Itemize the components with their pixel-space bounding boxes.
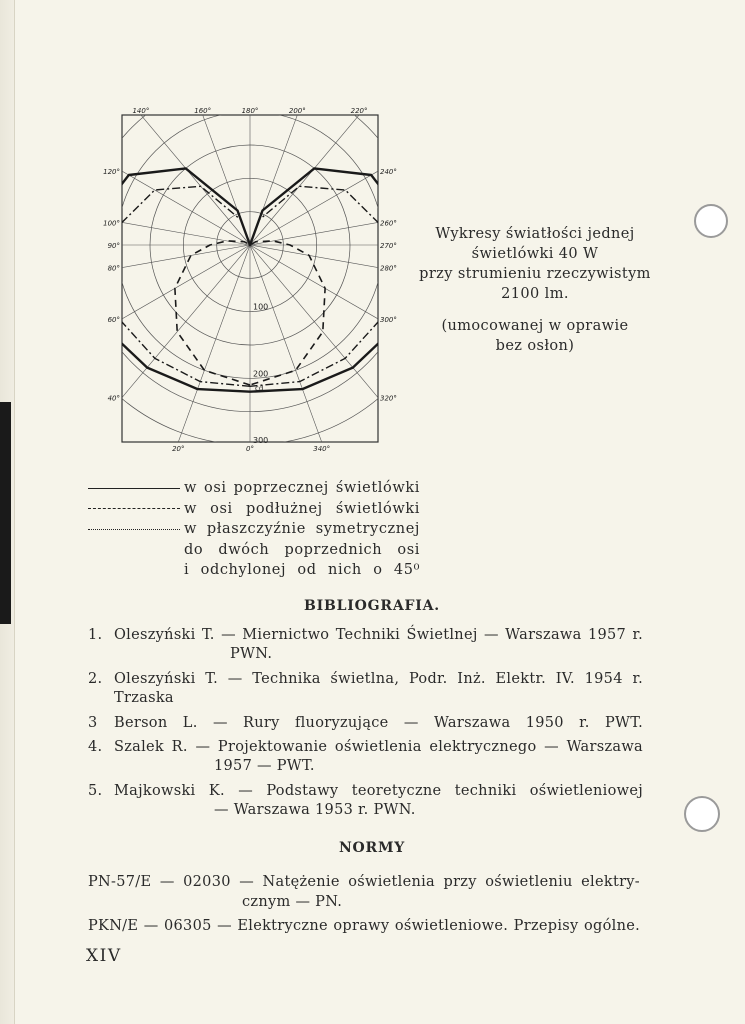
legend-label: w osi poprzecznej świetlówki — [184, 480, 420, 496]
angle-label: 20° — [172, 445, 185, 453]
item-text: Szalek R. — Projektowanie oświetlenia elektrycznego — Warszawa — [114, 739, 643, 755]
angle-label: 340° — [313, 445, 331, 453]
bibliography-item — [88, 626, 643, 664]
item-number: 3 — [88, 715, 98, 731]
legend-label: i odchylonej od nich o 45⁰ — [184, 562, 420, 578]
angle-label: 40° — [107, 394, 120, 403]
angle-label: 260° — [380, 219, 397, 228]
caption-note: (umocowanej w oprawie — [441, 318, 629, 334]
punch-hole-top — [694, 204, 728, 238]
norm-item — [88, 872, 640, 912]
radial-label: 100 — [253, 302, 269, 312]
legend-solid-line — [88, 488, 180, 489]
item-number: 1. — [88, 627, 103, 643]
item-number: 4. — [88, 739, 103, 755]
chart-caption — [410, 224, 660, 356]
angle-label: 100° — [103, 219, 120, 228]
angle-label: 300° — [380, 315, 397, 324]
angle-label: 200° — [288, 107, 306, 115]
legend-label: w płaszczyźnie symetrycznej — [184, 521, 420, 537]
angle-label: 120° — [103, 168, 120, 177]
bibliography-heading: BIBLIOGRAFIA. — [304, 598, 440, 614]
bibliography-item — [88, 782, 643, 820]
legend-label: do dwóch poprzednich osi — [184, 541, 420, 558]
item-number: 2. — [88, 671, 103, 687]
caption-line: świetlówki 40 W — [471, 246, 599, 262]
caption-line: Wykresy światłości jednej — [435, 226, 635, 242]
angle-label: 80° — [107, 264, 120, 273]
angle-label: 140° — [132, 107, 150, 115]
item-text: Oleszyński T. — Miernictwo Techniki Świetlnej — Warszawa 1957 r. — [114, 627, 643, 643]
bibliography-item — [88, 738, 643, 776]
item-text: Trzaska — [114, 690, 174, 706]
punch-hole-bottom — [684, 796, 720, 832]
norms-heading: NORMY — [338, 840, 406, 856]
angle-label: 280° — [380, 264, 397, 273]
legend-dashed-line — [88, 508, 180, 509]
item-text: 1957 — PWT. — [214, 758, 315, 774]
bibliography-item — [88, 714, 643, 733]
angle-label: 220° — [350, 107, 368, 115]
radial-unit: cd — [255, 384, 264, 393]
angle-label: 60° — [107, 315, 120, 324]
angle-label: 240° — [380, 168, 397, 177]
norm-text: cznym — PN. — [242, 894, 343, 910]
angle-label: 320° — [380, 394, 397, 403]
legend-dashdot-line — [88, 529, 180, 530]
angle-label: 0° — [246, 445, 254, 453]
legend-entry-dashdot — [88, 519, 420, 540]
norm-text: PKN/E — 06305 — Elektryczne oprawy oświetleniowe. Przepisy ogólne. — [88, 918, 640, 934]
legend-label: w osi podłużnej świetlówki — [184, 500, 420, 517]
item-text: Berson L. — Rury fluoryzujące — Warszawa 1950 r. PWT. — [114, 715, 643, 731]
caption-line: przy strumieniu rzeczywistym — [419, 266, 651, 282]
legend-entry-dashed — [88, 499, 420, 520]
caption-note: bez osłon) — [495, 338, 575, 354]
item-text: — Warszawa 1953 r. PWN. — [214, 802, 416, 818]
radial-label: 200 — [253, 369, 269, 379]
item-text: Oleszyński T. — Technika świetlna, Podr. Inż. Elektr. IV. 1954 r. — [114, 671, 643, 687]
item-text: PWN. — [230, 646, 273, 662]
norm-text: PN-57/E — 02030 — Natężenie oświetlenia przy oświetleniu elektry- — [88, 874, 640, 890]
bibliography-item — [88, 670, 643, 708]
angle-label: 90° — [107, 242, 120, 250]
item-number: 5. — [88, 783, 103, 799]
polar-luminous-intensity-chart — [100, 100, 397, 453]
chart-legend — [88, 478, 420, 581]
angle-label: 270° — [380, 242, 397, 250]
radial-label: 300 — [253, 436, 269, 445]
legend-entry-solid — [88, 478, 420, 499]
angle-label: 160° — [194, 107, 212, 115]
norm-item — [88, 916, 640, 936]
item-text: Majkowski K. — Podstawy teoretyczne techniki oświetleniowej — [114, 783, 643, 799]
radial-labels — [253, 303, 268, 445]
page-number: XIV — [86, 946, 122, 966]
binder-tab — [0, 402, 11, 624]
angle-label: 180° — [241, 107, 259, 115]
caption-line: 2100 lm. — [501, 286, 569, 302]
